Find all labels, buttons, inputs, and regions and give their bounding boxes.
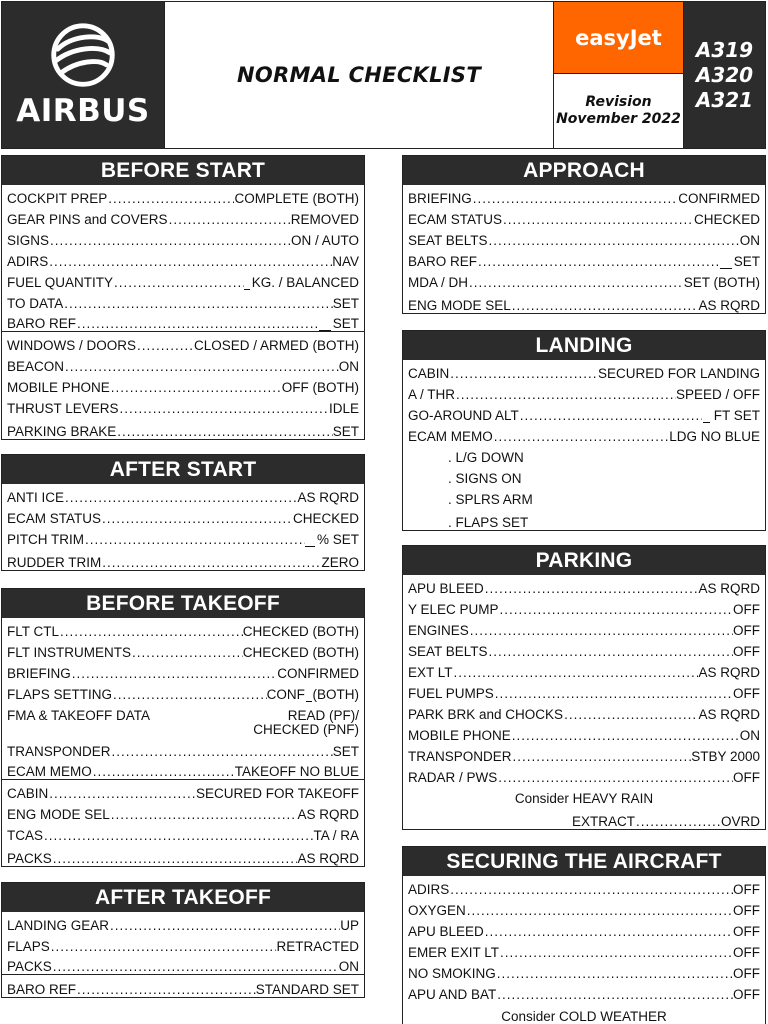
checklist-item-fuel-pumps: FUEL PUMPS ..... OFF <box>408 680 760 701</box>
checklist-item-parking-brake: PARKING BRAKE ..... SET <box>7 416 359 439</box>
section-before-start <box>1 155 365 440</box>
checklist-item-pitch-trim: PITCH TRIM ..... % SET <box>7 526 359 547</box>
fill-in-blank <box>703 411 710 423</box>
checklist-item-flt-ctl: FLT CTL ..... CHECKED (BOTH) <box>7 618 359 639</box>
fill-in-blank <box>244 278 250 290</box>
memo-item-lg-down: . L/G DOWN <box>448 450 524 465</box>
airbus-wordmark: AIRBUS <box>16 93 150 129</box>
checklist-item-no-smoking: NO SMOKING ..... OFF <box>408 960 760 981</box>
fill-in-blank <box>305 535 315 547</box>
fill-in-blank <box>319 319 330 331</box>
checklist-item-mda-dh: MDA / DH ..... SET (BOTH) <box>408 269 760 290</box>
model-a321: A321 <box>695 88 754 112</box>
checklist-item-eng-mode-sel: ENG MODE SEL ..... AS RQRD <box>408 290 760 313</box>
checklist-item-ecam-status: ECAM STATUS ..... CHECKED <box>7 505 359 526</box>
checklist-item-transponder: TRANSPONDER ..... STBY 2000 <box>408 743 760 764</box>
section-after-takeoff <box>1 882 365 998</box>
memo-item-flaps-set: . FLAPS SET <box>448 515 529 530</box>
checklist-item-a-thr: A / THR ..... SPEED / OFF <box>408 381 760 402</box>
checklist-item-apu-bleed: APU BLEED ..... OFF <box>408 918 760 939</box>
checklist-item-packs: PACKS ..... ON <box>2 954 364 975</box>
checklist-item-cabin: CABIN ..... SECURED FOR LANDING <box>408 360 760 381</box>
section-title: LANDING <box>403 331 765 360</box>
checklist-item-ext-lt: EXT LT ..... AS RQRD <box>408 659 760 680</box>
section-title: AFTER TAKEOFF <box>2 883 364 912</box>
checklist-item-cabin: CABIN ..... SECURED FOR TAKEOFF <box>7 780 359 801</box>
easyjet-logo <box>554 2 683 74</box>
checklist-item-to-data: TO DATA ..... SET <box>7 290 359 311</box>
checklist-item-anti-ice: ANTI ICE ..... AS RQRD <box>7 484 359 505</box>
checklist-item-ecam-memo: ECAM MEMO ..... TAKEOFF NO BLUE <box>2 759 364 780</box>
section-title: AFTER START <box>2 455 364 484</box>
note-heavy-rain: Consider HEAVY RAIN <box>514 791 654 806</box>
section-title: SECURING THE AIRCRAFT <box>403 847 765 876</box>
checklist-item-engines: ENGINES ..... OFF <box>408 617 760 638</box>
section-securing-aircraft <box>402 846 766 1024</box>
checklist-item-fma-takeoff-data: FMA & TAKEOFF DATA READ (PF)/ CHECKED (PNF) <box>7 708 359 737</box>
checklist-item-windows-doors: WINDOWS / DOORS ..... CLOSED / ARMED (BOTH) <box>7 332 359 353</box>
checklist-item-briefing: BRIEFING ..... CONFIRMED <box>408 185 760 206</box>
checklist-item-thrust-levers: THRUST LEVERS ..... IDLE <box>7 395 359 416</box>
section-after-start <box>1 454 365 571</box>
checklist-item-baro-ref: BARO REF ..... SET <box>408 248 760 269</box>
section-title: PARKING <box>403 546 765 575</box>
checklist-item-adirs: ADIRS ..... NAV <box>7 248 359 269</box>
airline-name: easyJet <box>575 25 662 50</box>
section-before-takeoff <box>1 588 365 867</box>
checklist-item-adirs: ADIRS ..... OFF <box>408 876 760 897</box>
checklist-item-eng-mode-sel: ENG MODE SEL ..... AS RQRD <box>7 801 359 822</box>
checklist-item-transponder: TRANSPONDER ..... SET <box>7 738 359 759</box>
checklist-item-signs: SIGNS ..... ON / AUTO <box>7 227 359 248</box>
checklist-item-ecam-status: ECAM STATUS ..... CHECKED <box>408 206 760 227</box>
checklist-item-seat-belts: SEAT BELTS ..... OFF <box>408 638 760 659</box>
checklist-item-beacon: BEACON ..... ON <box>7 353 359 374</box>
checklist-item-park-brk-chocks: PARK BRK and CHOCKS ..... AS RQRD <box>408 701 760 722</box>
checklist-item-seat-belts: SEAT BELTS ..... ON <box>408 227 760 248</box>
checklist-item-emer-exit-lt: EMER EXIT LT ..... OFF <box>408 939 760 960</box>
checklist-item-mobile-phone: MOBILE PHONE ..... ON <box>408 722 760 743</box>
checklist-item-flaps-setting: FLAPS SETTING ..... CONF (BOTH) <box>7 681 359 702</box>
checklist-item-gear-pins: GEAR PINS and COVERS ..... REMOVED <box>7 206 359 227</box>
section-title: APPROACH <box>403 156 765 185</box>
checklist-item-flaps: FLAPS ..... RETRACTED <box>7 933 359 954</box>
airline-revision-cell <box>554 2 684 148</box>
section-landing <box>402 330 766 531</box>
checklist-item-rudder-trim: RUDDER TRIM ..... ZERO <box>7 547 359 570</box>
checklist-item-briefing: BRIEFING ..... CONFIRMED <box>7 660 359 681</box>
section-title: BEFORE START <box>2 156 364 185</box>
model-a320: A320 <box>695 63 754 87</box>
airbus-swirl-icon <box>44 21 122 91</box>
checklist-header <box>1 1 766 149</box>
checklist-item-mobile-phone: MOBILE PHONE ..... OFF (BOTH) <box>7 374 359 395</box>
model-a319: A319 <box>695 38 754 62</box>
checklist-item-ecam-memo: ECAM MEMO ..... LDG NO BLUE <box>408 423 760 444</box>
page-title: NORMAL CHECKLIST <box>237 63 481 87</box>
memo-item-signs-on: . SIGNS ON <box>448 471 522 486</box>
revision-date: November 2022 <box>556 111 681 127</box>
checklist-item-extract: EXTRACT ..... OVRD <box>408 806 760 829</box>
checklist-item-go-around-alt: GO-AROUND ALT ..... FT SET <box>408 402 760 423</box>
checklist-item-cockpit-prep: COCKPIT PREP ..... COMPLETE (BOTH) <box>7 185 359 206</box>
memo-item-splrs-arm: . SPLRS ARM <box>448 492 533 507</box>
checklist-item-y-elec-pump: Y ELEC PUMP ..... OFF <box>408 596 760 617</box>
note-cold-weather: Consider COLD WEATHER <box>501 1009 667 1024</box>
checklist-item-landing-gear: LANDING GEAR ..... UP <box>7 912 359 933</box>
aircraft-models <box>684 2 765 148</box>
checklist-item-oxygen: OXYGEN ..... OFF <box>408 897 760 918</box>
checklist-item-radar-pws: RADAR / PWS ..... OFF <box>408 764 760 785</box>
page-title-cell <box>164 2 554 148</box>
section-approach <box>402 155 766 314</box>
checklist-item-baro-ref: BARO REF ..... SET <box>2 311 364 332</box>
checklist-item-flt-instruments: FLT INSTRUMENTS ..... CHECKED (BOTH) <box>7 639 359 660</box>
checklist-item-apu-bleed: APU BLEED ..... AS RQRD <box>408 575 760 596</box>
checklist-item-fuel-quantity: FUEL QUANTITY ..... KG. / BALANCED <box>7 269 359 290</box>
section-parking <box>402 545 766 830</box>
fill-in-blank <box>720 257 731 269</box>
checklist-item-tcas: TCAS ..... TA / RA <box>7 822 359 843</box>
checklist-item-packs: PACKS ..... AS RQRD <box>7 843 359 866</box>
section-title: BEFORE TAKEOFF <box>2 589 364 618</box>
checklist-item-apu-and-bat: APU AND BAT ..... OFF <box>408 981 760 1002</box>
revision-block <box>554 74 683 148</box>
airbus-logo <box>2 2 164 148</box>
checklist-item-baro-ref: BARO REF ..... STANDARD SET <box>7 975 359 997</box>
revision-label: Revision <box>585 94 652 110</box>
fill-in-blank <box>306 690 312 702</box>
